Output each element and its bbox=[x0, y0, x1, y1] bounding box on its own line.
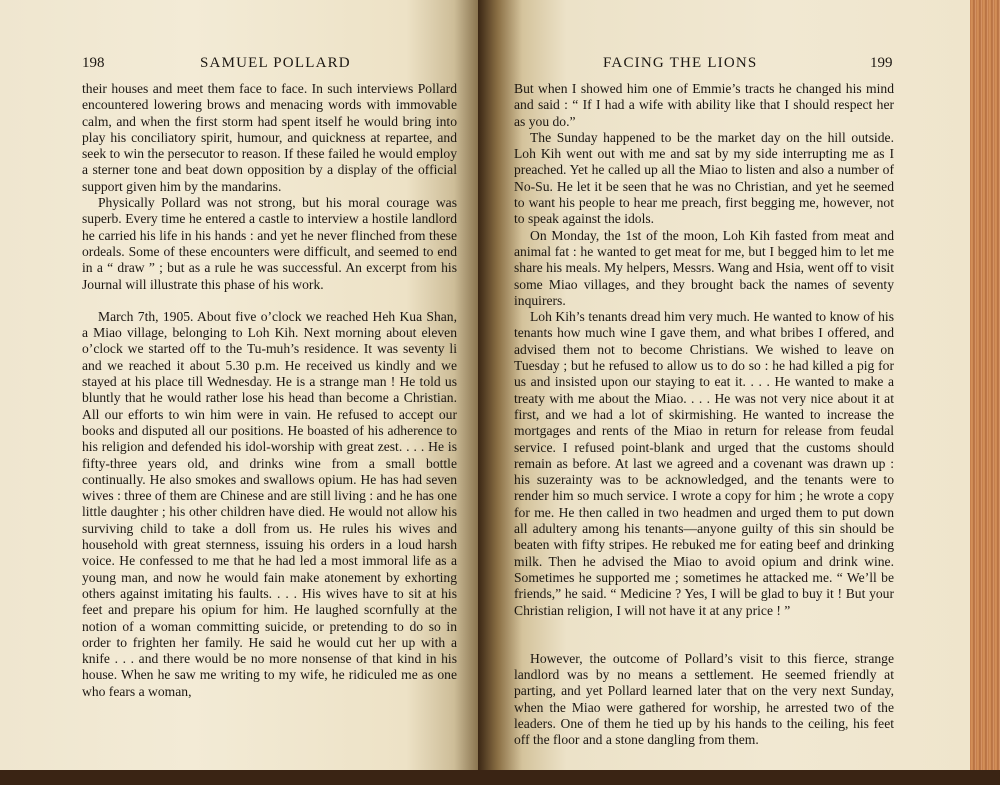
left-paragraph-1: their houses and meet them face to face. In such interviews Pollard encountered lowering brows and menacing words with immovable calm, and when the first storm had spent itself he would bring into play his conciliatory spirit, humour, and quickness at repartee, and seek to win the persecutor to reason. If these failed he would employ a sterner tone and beat down opposition by a display of the official support given him by the mandarins. bbox=[82, 81, 457, 194]
right-text-block bbox=[514, 81, 894, 749]
left-paragraph-2: Physically Pollard was not strong, but his moral courage was superb. Every time he entered a castle to interview a hostile landlord he carried his life in his hands : and yet he never flinched from these ordeals. Some of these encounters were difficult, and seemed to end in a “ draw ” ; but as a rule he was successful. An excerpt from his Journal will illustrate this phase of his work. bbox=[82, 195, 457, 292]
right-paragraph-3: On Monday, the 1st of the moon, Loh Kih fasted from meat and animal fat : he wanted to get meat for me, but I begged him to let me share his meals. My helpers, Messrs. Wang and Hsia, went off to visit some Miao villages, and they brought back the names of seventy inquirers. bbox=[514, 227, 894, 308]
right-paragraph-2: The Sunday happened to be the market day on the hill outside. Loh Kih went out with me and sat by my side interrupting me as I preached. Yet he called up all the Miao to listen and also a number of No-Su. He let it be seen that he was no Christian, and yet he seemed to want his people to hear me preach, first begging me, however, not to speak against the idols. bbox=[514, 129, 894, 227]
right-page-number: 199 bbox=[870, 55, 893, 71]
right-paragraph-5: However, the outcome of Pollard’s visit to this fierce, strange landlord was by no means a settlement. He seemed friendly at parting, and yet Pollard learned later that on the very next Sunday, when the Miao were gathered for worship, he arrested two of the leaders. One of them he tied up by his hands to the ceiling, his feet off the floor and a stone dangling from them. bbox=[514, 650, 894, 748]
left-page bbox=[0, 0, 478, 785]
journal-excerpt: March 7th, 1905. About five o’clock we reached Heh Kua Shan, a Miao village, belonging to Loh Kih. Next morning about eleven o’clock we started off to the Tu-muh’s residence. It was seventy li and we reached it about 5.30 p.m. He received us kindly and we stayed at his place till Wednesday. He is a strange man ! He told us bluntly that he would rather lose his head than become a Christian. All our efforts to win him were in vain. He refused to accept our books and disputed all our positions. He boasted of his adherence to his religion and defended his idol-worship with great zest. . . . He is fifty-three years old, and drinks wine from a small bottle continually. He also smokes and swallows opium. He has had seven wives : three of them are Chinese and are still living : and he has one little daughter ; his other children have died. He would not allow his surviving child to take a doll from us. He rules his wives and household with great sternness, issuing his orders in a loud harsh voice. He confessed to me that he had led a most immoral life as a young man, and now he would fain make atonement by exhorting others against imitating his faults. . . . His wives have to sit at his feet and prepare his opium for him. He laughed scornfully at the notion of a woman committing suicide, or pretending to do so in order to frighten her family. He said he would cut her up with a knife . . . and there would be no more nonsense of that kind in his house. When he saw me writing to my wife, he ridiculed me as one who fears a woman, bbox=[82, 308, 457, 699]
right-paragraph-1: But when I showed him one of Emmie’s tracts he changed his mind and said : “ If I had a wife with ability like that I should respect her as you do.” bbox=[514, 81, 894, 129]
page-edge bbox=[970, 0, 1000, 785]
right-running-head: FACING THE LIONS bbox=[603, 55, 758, 71]
left-page-number: 198 bbox=[82, 55, 105, 71]
right-page bbox=[478, 0, 970, 785]
section-gap bbox=[514, 635, 894, 651]
left-text-block bbox=[82, 81, 457, 700]
book-bottom-edge bbox=[0, 770, 1000, 785]
section-gap bbox=[514, 619, 894, 635]
section-gap bbox=[82, 293, 457, 309]
left-running-head: SAMUEL POLLARD bbox=[200, 55, 351, 71]
right-paragraph-4: Loh Kih’s tenants dread him very much. He wanted to know of his tenants how much wine I gave them, and what bribes I offered, and advised them not to become Christians. We wished to leave on Tuesday ; but he refused to allow us to do so : he had killed a pig for us and insisted upon our staying to eat it. . . . He wanted to make a treaty with me about the Miao. . . . He was not very nice about it at first, and we had a lot of skirmishing. He wanted to increase the mortgages and rents of the Miao in return for release from feudal service. I refused point-blank and urged that the customs should remain as before. At last we agreed and a covenant was drawn up : his suzerainty was to be acknowledged, and the tenants were to render him so much service. I wrote a copy for him ; he wrote a copy for me. He then called in two headmen and urged them to put down all adultery among his tenants—anyone guilty of this sin should be beaten with fifty stripes. He rebuked me for eating beef and drinking milk. Then he advised the Miao to avoid opium and drink wine. Sometimes he supported me ; sometimes he attacked me. “ We’ll be friends,” he said. “ Medicine ? Yes, I will be glad to buy it ! But your Christian religion, I will not have it at any price ! ” bbox=[514, 309, 894, 618]
